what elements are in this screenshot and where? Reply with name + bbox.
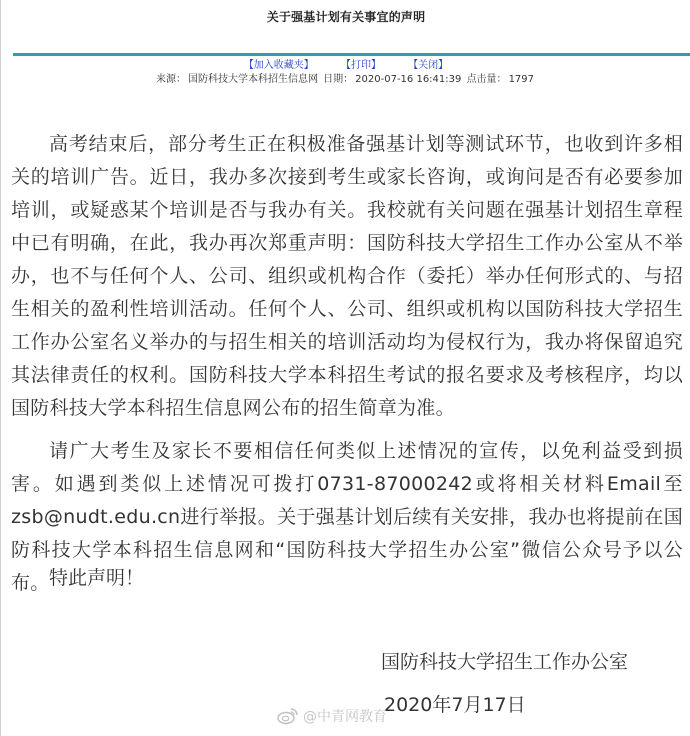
hits-value: 1797 bbox=[508, 74, 535, 85]
signature-date: 2020年7月17日 bbox=[384, 694, 526, 716]
paragraph: 高考结束后，部分考生正在积极准备强基计划等测试环节，也收到许多相关的培训广告。近日，我办多次接到考生或家长咨询，或询问是否有必要参加培训，或疑惑某个培训是否与我办有关。我校就有关问题在强基计划招生章程中已有明确，在此，我办再次郑重声明：国防科技大学招生工作办公室从不举办，也不与任何个人、公司、组织或机构合作（委托）举办任何形式的、与招生相关的盈利性培训活动。任何个人、公司、组织或机构以国防科技大学招生工作办公室名义举办的与招生相关的培训活动均为侵权行为，我办将保留追究其法律责任的权利。国防科技大学本科招生考试的报名要求及考核程序，均以国防科技大学本科招生信息网公布的招生简章为准。 bbox=[11, 133, 683, 419]
watermark-text: @中青网教育 bbox=[303, 709, 387, 725]
weibo-icon bbox=[277, 707, 299, 725]
hits-label: 点击量： bbox=[466, 74, 507, 85]
page-title: 关于强基计划有关事宜的声明 bbox=[266, 10, 426, 24]
add-to-favorites-link[interactable]: 【加入收藏夹】 bbox=[243, 60, 314, 71]
article-actions bbox=[1, 59, 690, 73]
source-label: 来源： bbox=[155, 74, 186, 85]
date-label: 日期： bbox=[323, 74, 354, 85]
paragraph: 请广大考生及家长不要相信任何类似上述情况的宣传，以免利益受到损害。如遇到类似上述情况可拨打0731-87000242或将相关材料Email至zsb@nudt.edu.cn进行举报。关于强基计划后续有关安排，我办也将提前在国防科技大学本科招生信息网和“国防科技大学招生办公室”微信公众号予以公布。 bbox=[11, 440, 683, 594]
date-value: 2020-07-16 16:41:39 bbox=[355, 74, 462, 85]
header-divider bbox=[13, 53, 690, 56]
watermark bbox=[277, 706, 387, 726]
source-value: 国防科技大学本科招生信息网 bbox=[187, 74, 318, 85]
signature-office: 国防科技大学招生工作办公室 bbox=[381, 651, 629, 673]
print-link[interactable]: 【打印】 bbox=[341, 60, 381, 71]
close-link[interactable]: 【关闭】 bbox=[408, 60, 449, 71]
article-meta bbox=[1, 73, 690, 87]
closing-statement: 特此声明！ bbox=[49, 567, 145, 589]
article-body bbox=[11, 128, 683, 610]
